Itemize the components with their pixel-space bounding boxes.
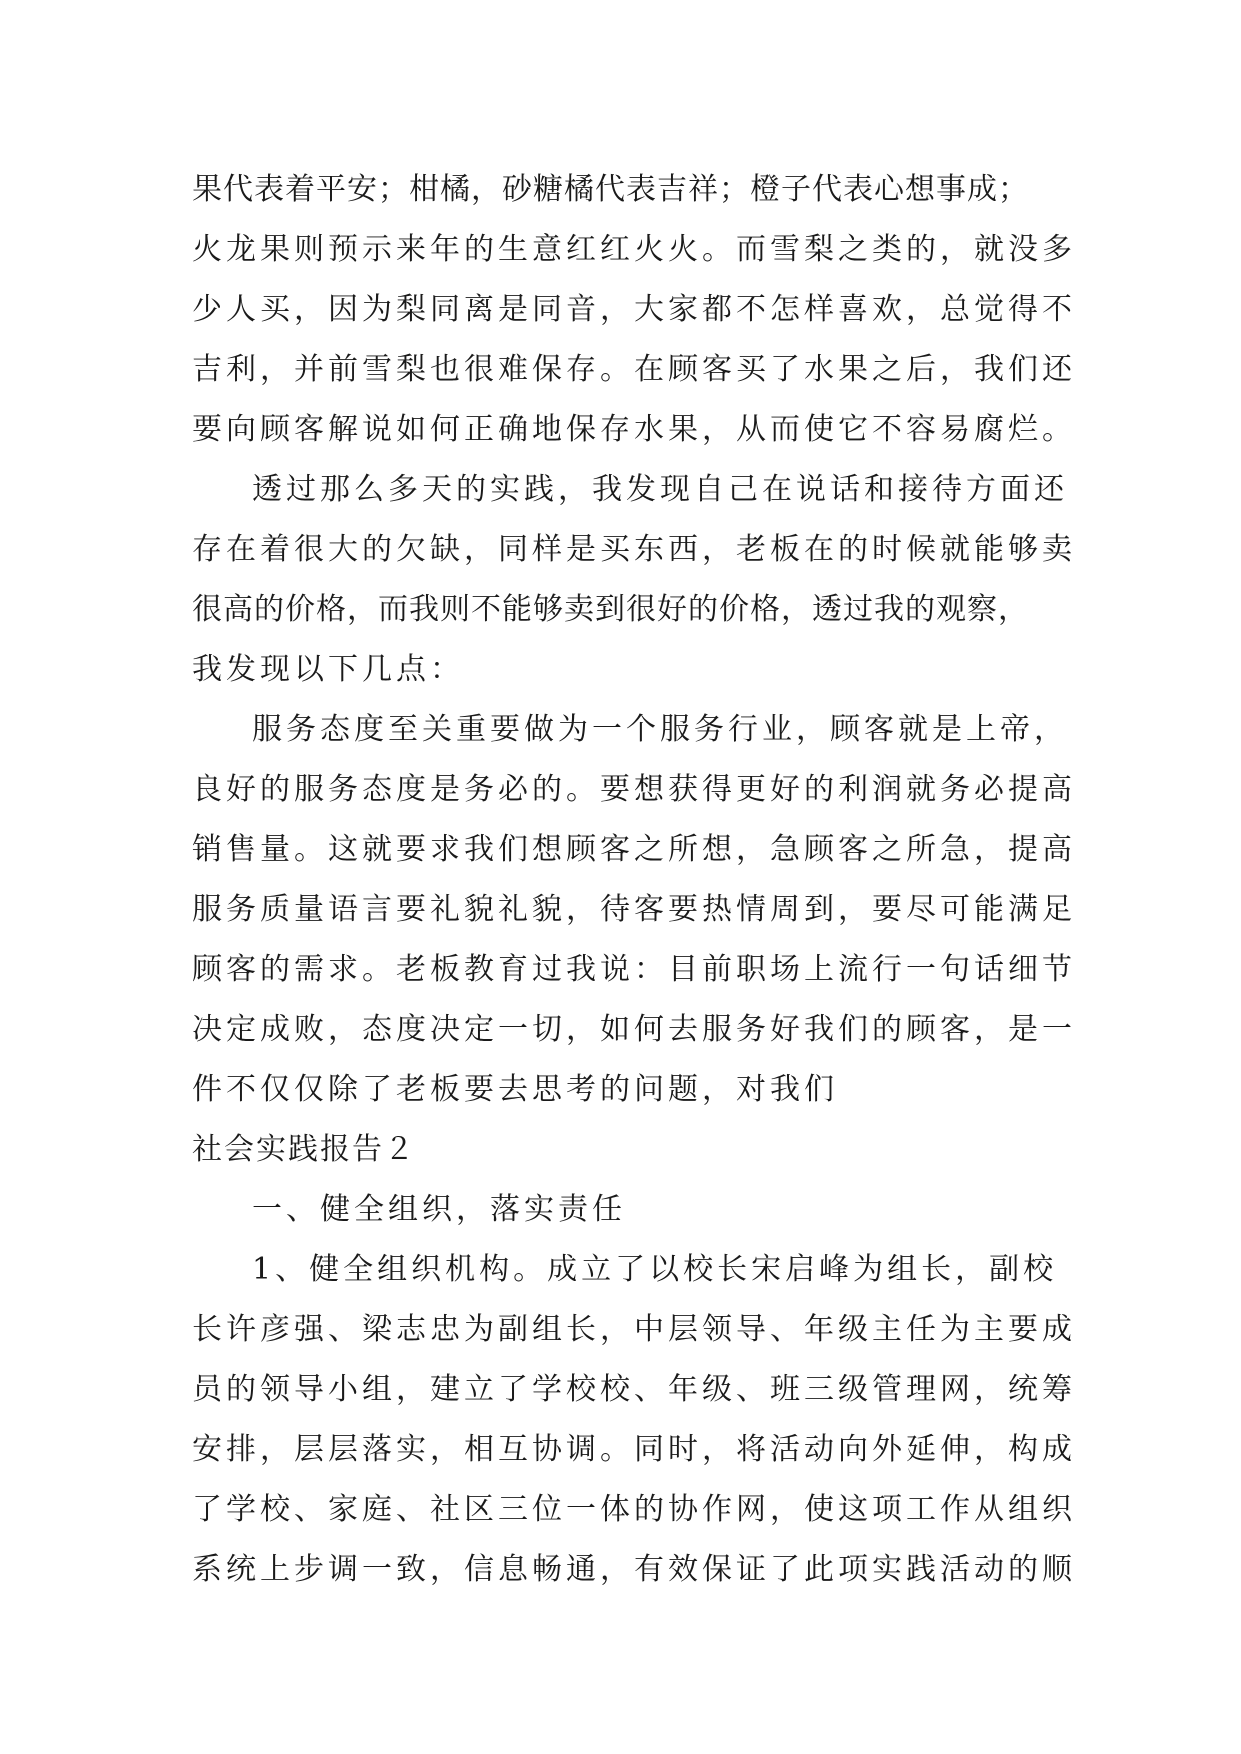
paragraph-practice-reflection	[192, 460, 1076, 700]
text-line: 决定成败，态度决定一切，如何去服务好我们的顾客，是一	[192, 1012, 1076, 1047]
text-line: 良好的服务态度是务必的。要想获得更好的利润就务必提高	[192, 772, 1076, 807]
text-line: 要向顾客解说如何正确地保存水果，从而使它不容易腐烂。	[192, 412, 1076, 447]
text-line: 果代表着平安；柑橘，砂糖橘代表吉祥；橙子代表心想事成；	[192, 172, 1029, 207]
paragraph-service-attitude	[192, 700, 1076, 1120]
text-line: 1、健全组织机构。成立了以校长宋启峰为组长，副校	[252, 1252, 1058, 1287]
text-line: 少人买，因为梨同离是同音，大家都不怎样喜欢，总觉得不	[192, 292, 1076, 327]
text-line: 火龙果则预示来年的生意红红火火。而雪梨之类的，就没多	[192, 232, 1076, 267]
text-line: 系统上步调一致，信息畅通，有效保证了此项实践活动的顺	[192, 1552, 1076, 1587]
text-line: 长许彦强、梁志忠为副组长，中层领导、年级主任为主要成	[192, 1312, 1076, 1347]
text-line: 员的领导小组，建立了学校校、年级、班三级管理网，统筹	[192, 1372, 1076, 1407]
text-line: 了学校、家庭、社区三位一体的协作网，使这项工作从组织	[192, 1492, 1076, 1527]
text-line: 透过那么多天的实践，我发现自己在说话和接待方面还	[252, 472, 1068, 507]
document-body	[192, 160, 1076, 1600]
text-line: 我发现以下几点：	[192, 652, 464, 687]
paragraph-organization	[192, 1240, 1076, 1600]
text-line: 安排，层层落实，相互协调。同时，将活动向外延伸，构成	[192, 1432, 1076, 1467]
text-line: 件不仅仅除了老板要去思考的问题，对我们	[192, 1072, 838, 1107]
text-line: 销售量。这就要求我们想顾客之所想，急顾客之所急，提高	[192, 832, 1076, 867]
text-line: 服务态度至关重要做为一个服务行业，顾客就是上帝，	[252, 712, 1068, 747]
report-title: 社会实践报告２	[192, 1132, 416, 1167]
text-line: 存在着很大的欠缺，同样是买东西，老板在的时候就能够卖	[192, 532, 1076, 567]
text-line: 很高的价格，而我则不能够卖到很好的价格，透过我的观察，	[192, 592, 1029, 627]
text-line: 顾客的需求。老板教育过我说：目前职场上流行一句话细节	[192, 952, 1076, 987]
paragraph-fruit-meanings	[192, 160, 1076, 460]
section-heading: 一、健全组织，落实责任	[252, 1192, 626, 1227]
text-line: 吉利，并前雪梨也很难保存。在顾客买了水果之后，我们还	[192, 352, 1076, 387]
text-line: 服务质量语言要礼貌礼貌，待客要热情周到，要尽可能满足	[192, 892, 1076, 927]
